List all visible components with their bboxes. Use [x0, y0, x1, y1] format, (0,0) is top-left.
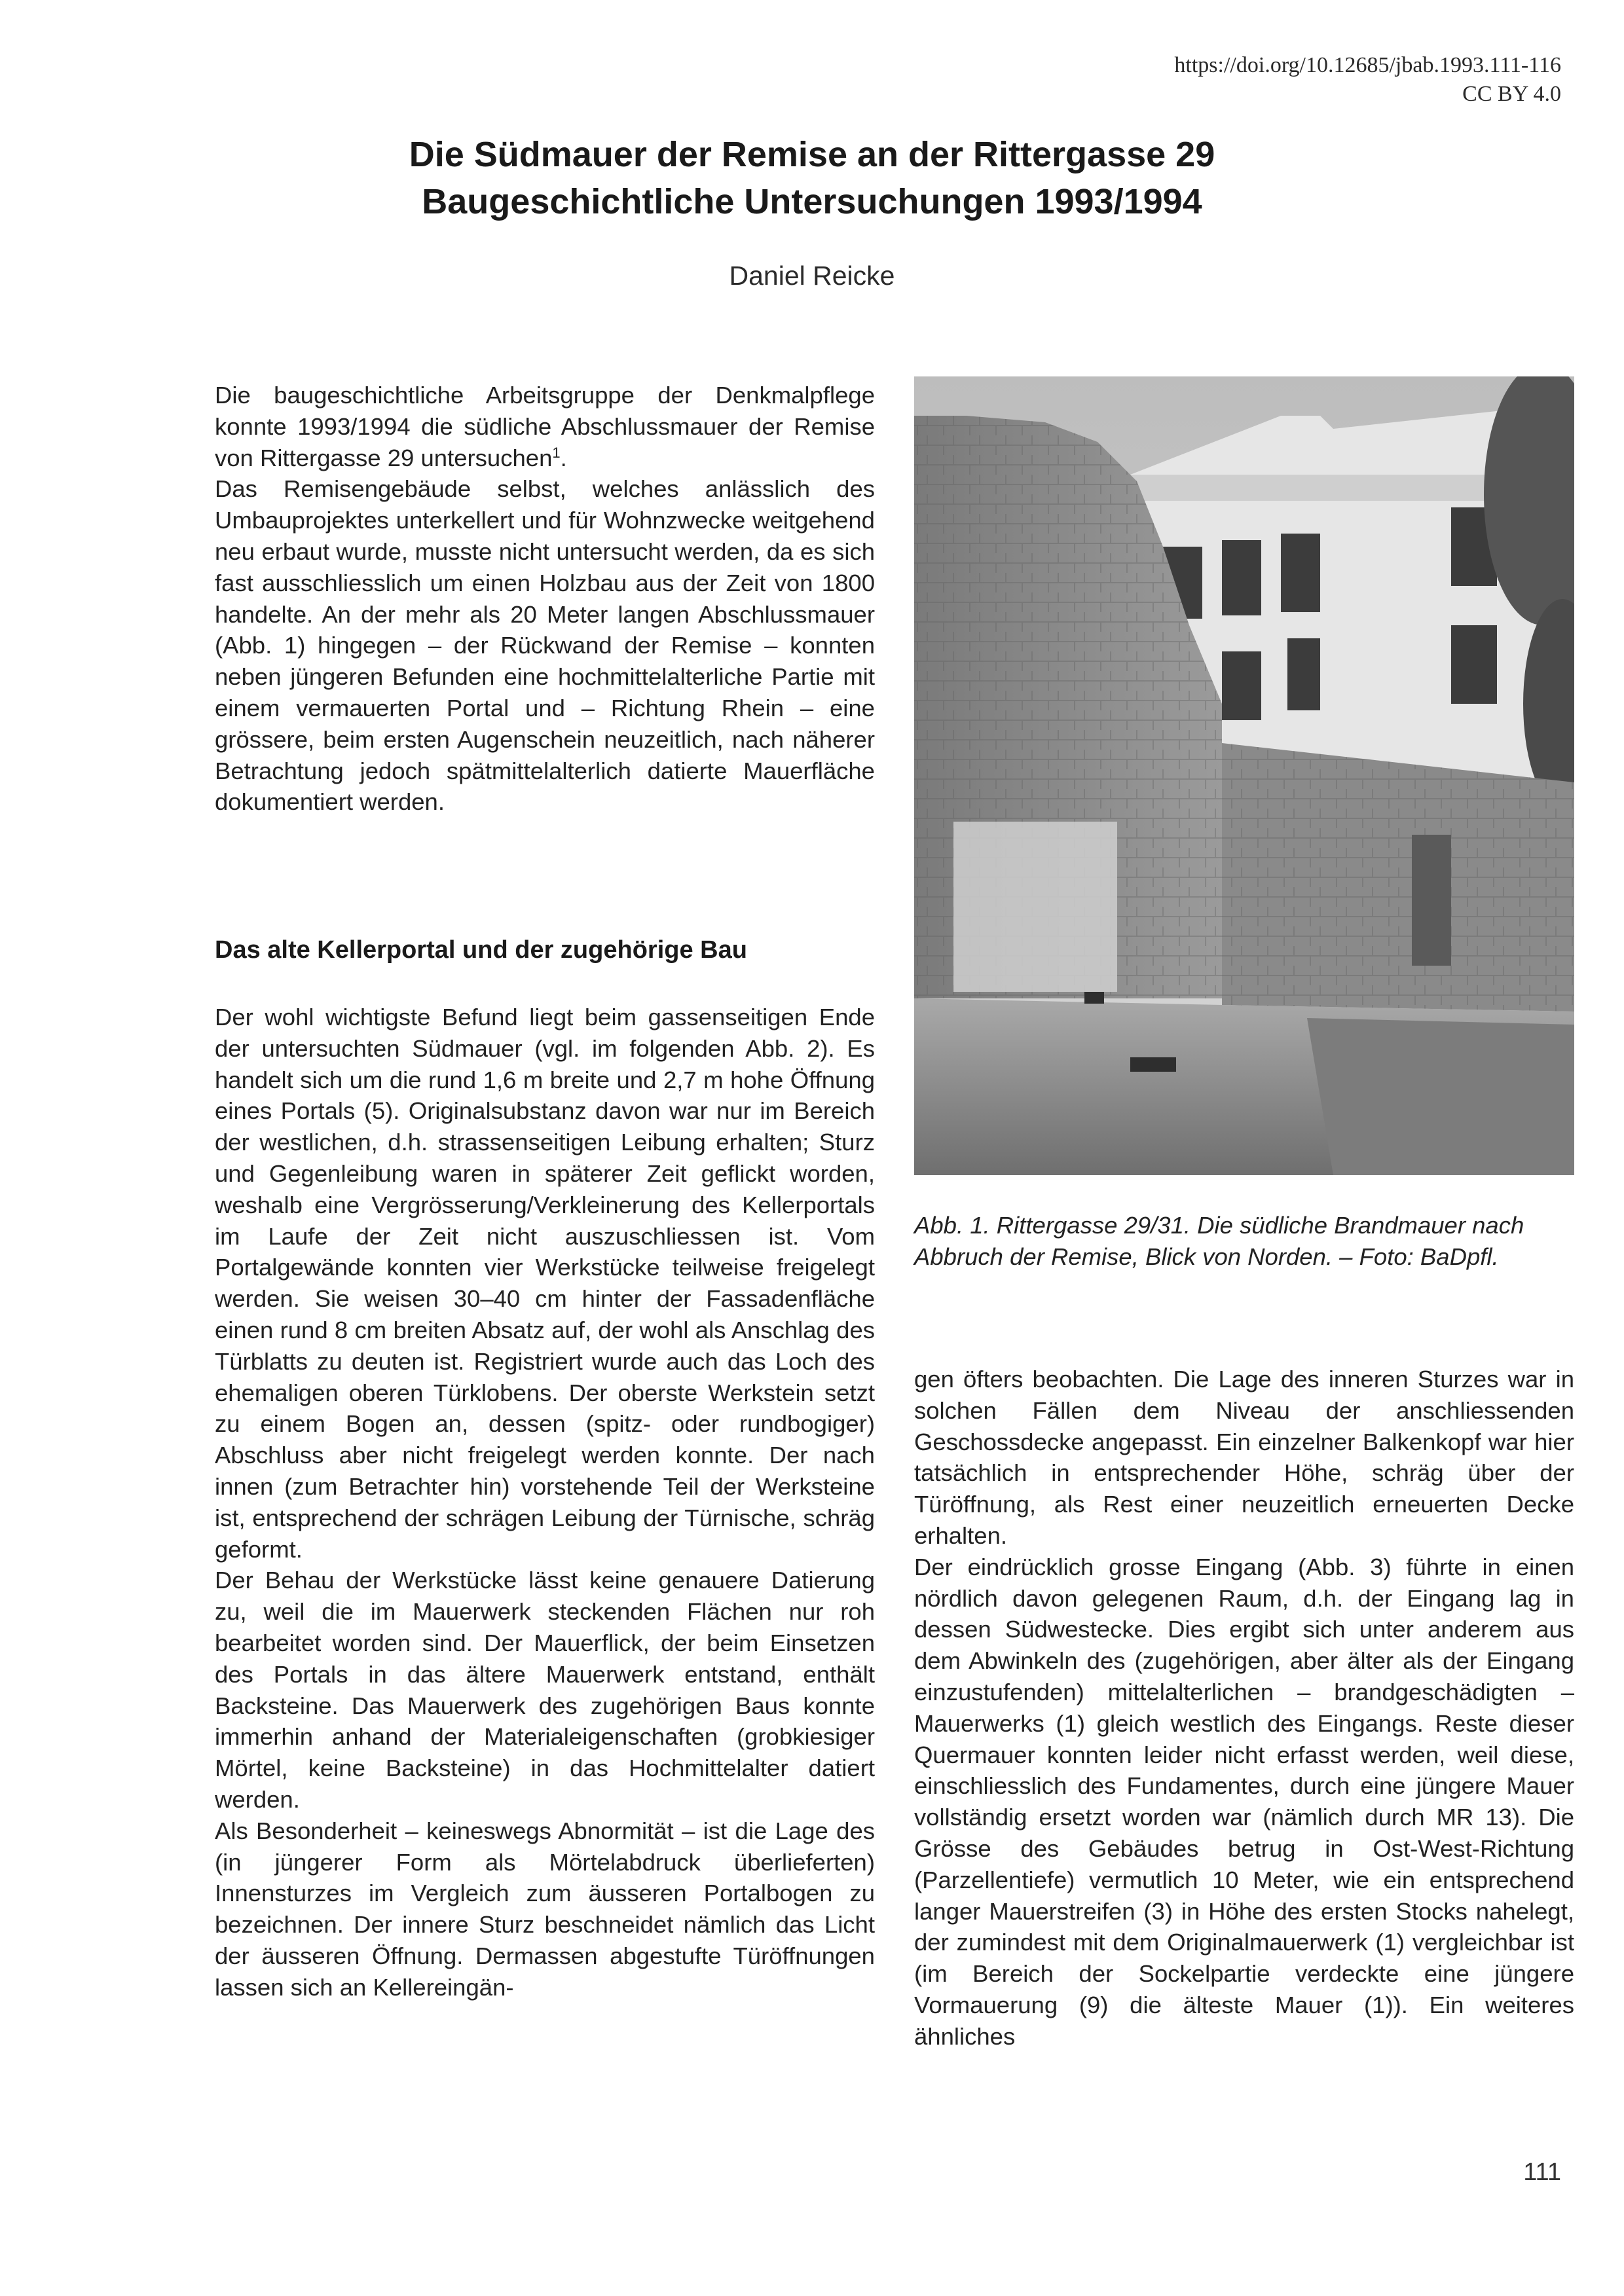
- figure-caption: Abb. 1. Rittergasse 29/31. Die südliche Brandmauer nach Abbruch der Remise, Blick von Norden. – Foto: BaDpfl.: [914, 1212, 1524, 1270]
- license-label: CC BY 4.0: [1462, 82, 1561, 106]
- body-paragraph-2: Der Behau der Werkstücke lässt keine genauere Datierung zu, weil die im Mauerwerk steckenden Flächen nur roh bearbeitet worden sind. Der Mauerflick, der beim Einsetzen des Portals in das ältere Mauerwerk entstand, enthält Backsteine. Das Mauerwerk des zugehörigen Baus konnte immerhin anhand der Materialeigenschaften (grobkiesiger Mörtel, keine Backsteine) in das Hochmittelalter datiert werden.: [215, 1567, 875, 1813]
- body-paragraph-1: Der wohl wichtigste Befund liegt beim gassenseitigen Ende der untersuchten Südmauer (vgl. im folgenden Abb. 2). Es handelt sich um die rund 1,6 m breite und 2,7 m hohe Öffnung eines Portals (5). Originalsubstanz davon war nur im Bereich der westlichen, d.h. strassenseitigen Leibung erhalten; Sturz und Gegenleibung waren in späterer Zeit geflickt worden, weshalb eine Vergrösserung/Verkleinerung des Kellerportals im Laufe der Zeit nicht auszuschliessen ist. Vom Portalgewände konnten vier Werkstücke teilweise freigelegt werden. Sie weisen 30–40 cm hinter der Fassadenfläche einen rund 8 cm breiten Absatz auf, der wohl als Anschlag des Türblatts zu deuten ist. Registriert wurde auch das Loch des ehemaligen oberen Türklobens. Der oberste Werkstein setzt zu einem Bogen an, dessen (spitz- oder rundbogiger) Abschluss aber nicht freigelegt werden konnte. Der nach innen (zum Betrachter hin) vorstehende Teil der Werksteine ist, entsprechend der schrägen Leibung der Türnische, schräg geformt.: [215, 1004, 875, 1563]
- title-line-2: Baugeschichtliche Untersuchungen 1993/1994: [422, 182, 1202, 221]
- author-name: Daniel Reicke: [729, 261, 895, 291]
- intro-paragraph-1: [215, 380, 875, 473]
- right-paragraph-1: gen öfters beobachten. Die Lage des inneren Sturzes war in solchen Fällen dem Niveau der anschliessenden Geschossdecke angepasst. Ein einzelner Balkenkopf war hier tatsächlich in entsprechender Höhe, schräg über der Türöffnung, als Rest einer neuzeitlich erneuerten Decke erhalten.: [914, 1366, 1574, 1549]
- body-column-left: [215, 1002, 875, 2003]
- intro-paragraph-1-text: Die baugeschichtliche Arbeitsgruppe der Denkmalpflege konnte 1993/1994 die südliche Abschlussmauer der Remise von Rittergasse 29 untersuchen: [215, 382, 875, 471]
- body-column-right: [914, 1364, 1574, 2052]
- doi-block: [1174, 51, 1561, 109]
- doi-link[interactable]: https://doi.org/10.12685/jbab.1993.111-116: [1174, 53, 1561, 77]
- figure-photo: [914, 376, 1574, 1175]
- section-heading: Das alte Kellerportal und der zugehörige Bau: [215, 936, 747, 964]
- photo-illustration: [914, 376, 1574, 1175]
- intro-paragraph-1-end: .: [560, 444, 567, 471]
- page-number: 111: [1523, 2159, 1561, 2186]
- article-title: [0, 131, 1624, 225]
- body-paragraph-3: Als Besonderheit – keineswegs Abnormität – ist die Lage des (in jüngerer Form als Mörtelabdruck überlieferten) Innensturzes im Vergleich zum äusseren Portalbogen zu bezeichnen. Der innere Sturz beschneidet nämlich das Licht der äusseren Öffnung. Dermassen abgestufte Türöffnungen lassen sich an Kellereingän-: [215, 1817, 875, 2001]
- right-paragraph-2: Der eindrücklich grosse Eingang (Abb. 3) führte in einen nördlich davon gelegenen Raum, d.h. der Eingang lag in dessen Südwestecke. Dies ergibt sich unter anderem aus dem Abwinkeln des (zugehörigen, aber älter als der Eingang einzustufenden) mittelalterlichen – brandgeschädigten – Mauerwerks (1) gleich westlich des Eingangs. Reste dieser Quermauer konnten leider nicht erfasst werden, weil diese, einschliesslich des Fundamentes, durch eine jüngere Mauer vollständig ersetzt worden war (nämlich durch MR 13). Die Grösse des Gebäudes betrug in Ost-West-Richtung (Parzellentiefe) vermutlich 10 Meter, wie ein entsprechend langer Mauerstreifen (3) in Höhe des ersten Stocks nahelegt, der zumindest mit dem Originalmauerwerk (1) vergleichbar ist (im Bereich der Sockelpartie verdeckte eine jüngere Vormauerung (9) die älteste Mauer (1)). Ein weiteres ähnliches: [914, 1553, 1574, 2050]
- title-line-1: Die Südmauer der Remise an der Rittergasse 29: [409, 135, 1215, 174]
- intro-paragraph-2: Das Remisengebäude selbst, welches anlässlich des Umbauprojektes unterkellert und für Wohnzwecke weitgehend neu erbaut wurde, musste nicht untersucht werden, da es sich fast ausschliesslich um einen Holzbau aus der Zeit von 1800 handelte. An der mehr als 20 Meter langen Abschlussmauer (Abb. 1) hingegen – der Rückwand der Remise – konnten neben jüngeren Befunden eine hochmittelalterliche Partie mit einem vermauerten Portal und – Richtung Rhein – eine grössere, beim ersten Augenschein neuzeitlich, nach näherer Betrachtung jedoch spätmittelalterlich datierte Mauerfläche dokumentiert werden.: [215, 475, 875, 816]
- intro-column: [215, 380, 875, 818]
- footnote-marker[interactable]: 1: [552, 444, 561, 461]
